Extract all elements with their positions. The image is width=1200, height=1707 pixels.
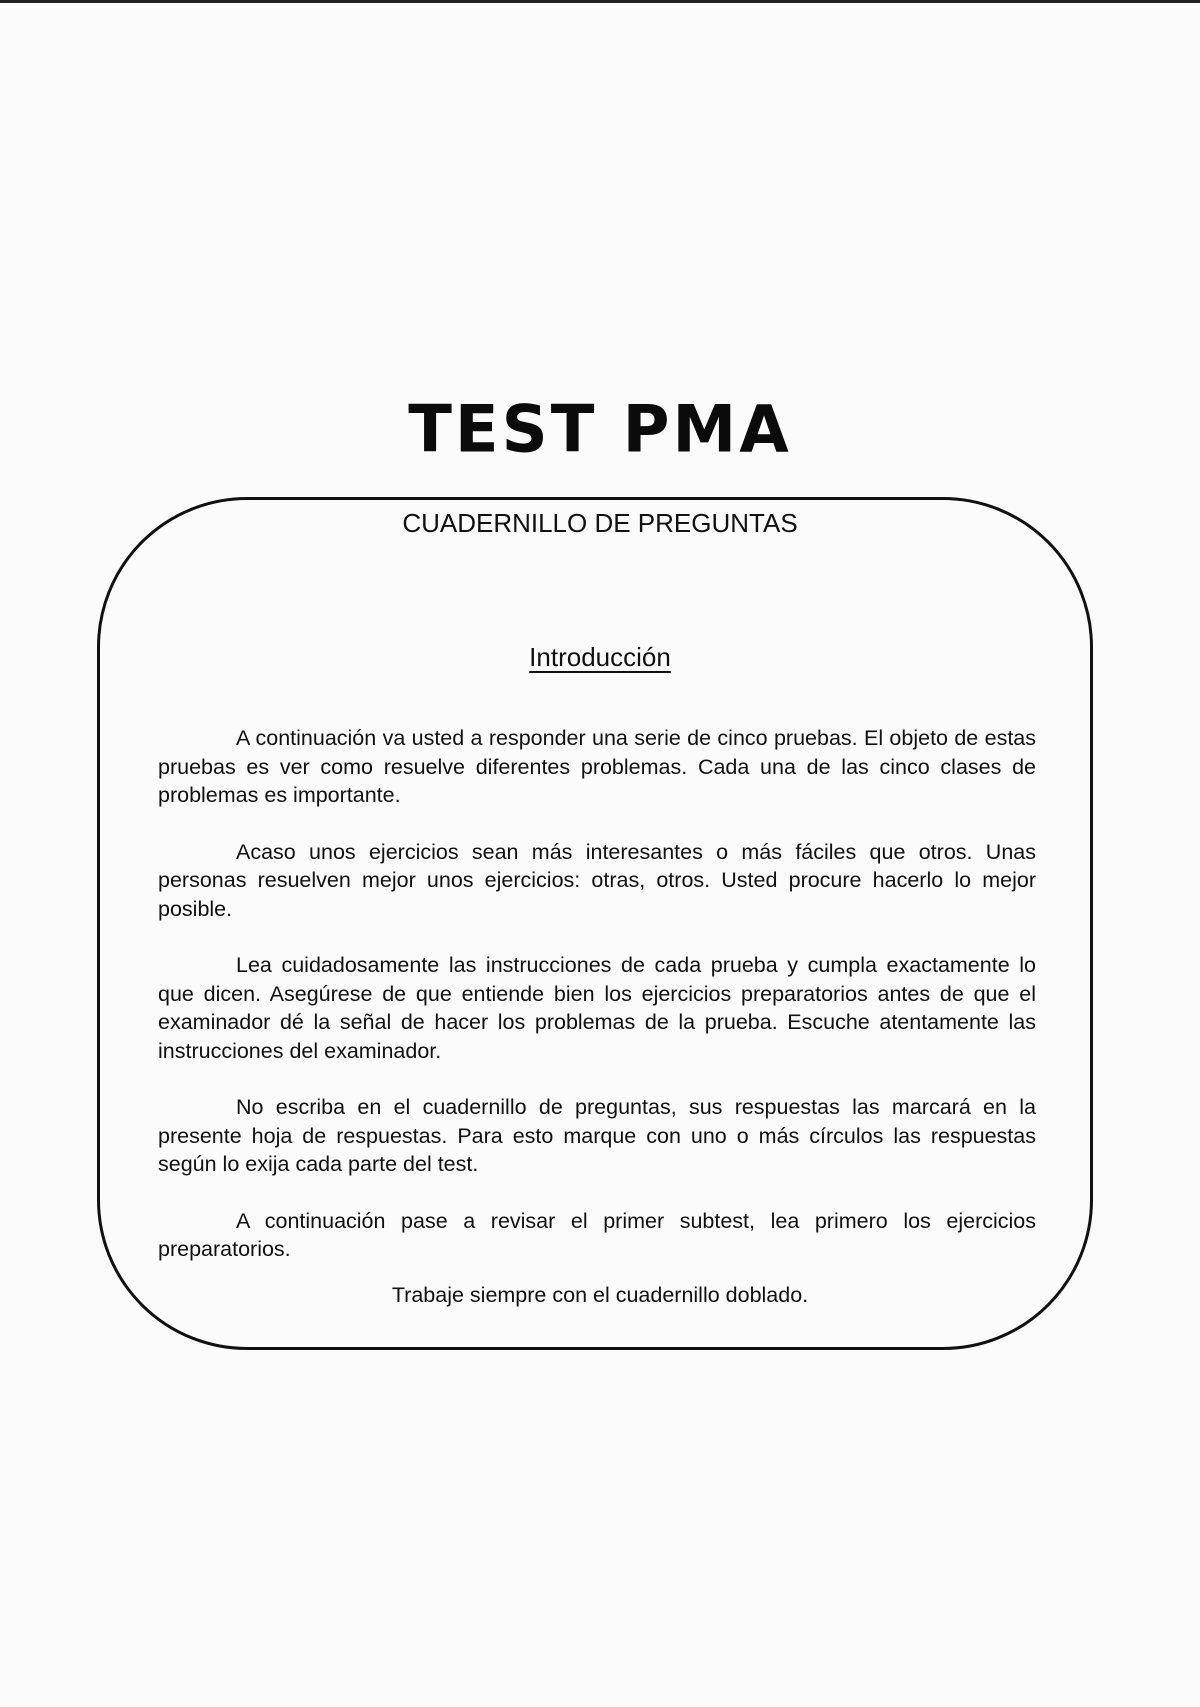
paragraph-1: A continuación va usted a responder una serie de cinco pruebas. El objeto de estas pruebas es ver como resuelve diferentes problemas. Cada una de las cinco clases de problemas es importante. bbox=[158, 726, 1036, 807]
introduction-body bbox=[158, 724, 1036, 1292]
booklet-title: CUADERNILLO DE PREGUNTAS bbox=[402, 508, 798, 538]
closing-note: Trabaje siempre con el cuadernillo doblado. bbox=[391, 1283, 809, 1307]
paragraph-2: Acaso unos ejercicios sean más interesantes o más fáciles que otros. Unas personas resuelven mejor unos ejercicios: otras, otros. Usted procure hacerlo lo mejor posible. bbox=[158, 839, 1036, 921]
paragraph-3: Lea cuidadosamente las instrucciones de cada prueba y cumpla exactamente lo que dicen. Asegúrese de que entiende bien los ejercicios preparatorios antes de que el examinador dé la señal de hacer los problemas de la prueba. Escuche atentamente las instrucciones del examinador. bbox=[158, 953, 1036, 1063]
section-heading-introduccion: Introducción bbox=[529, 642, 671, 672]
paragraph-4: No escriba en el cuadernillo de preguntas, sus respuestas las marcará en la presente hoja de respuestas. Para esto marque con uno o más círculos las respuestas según lo exija cada parte del test. bbox=[158, 1095, 1036, 1176]
paragraph-5: A continuación pase a revisar el primer subtest, lea primero los ejercicios preparatorios. bbox=[158, 1208, 1036, 1261]
document-title: TEST PMA bbox=[408, 392, 792, 468]
page-top-edge bbox=[0, 0, 1200, 3]
